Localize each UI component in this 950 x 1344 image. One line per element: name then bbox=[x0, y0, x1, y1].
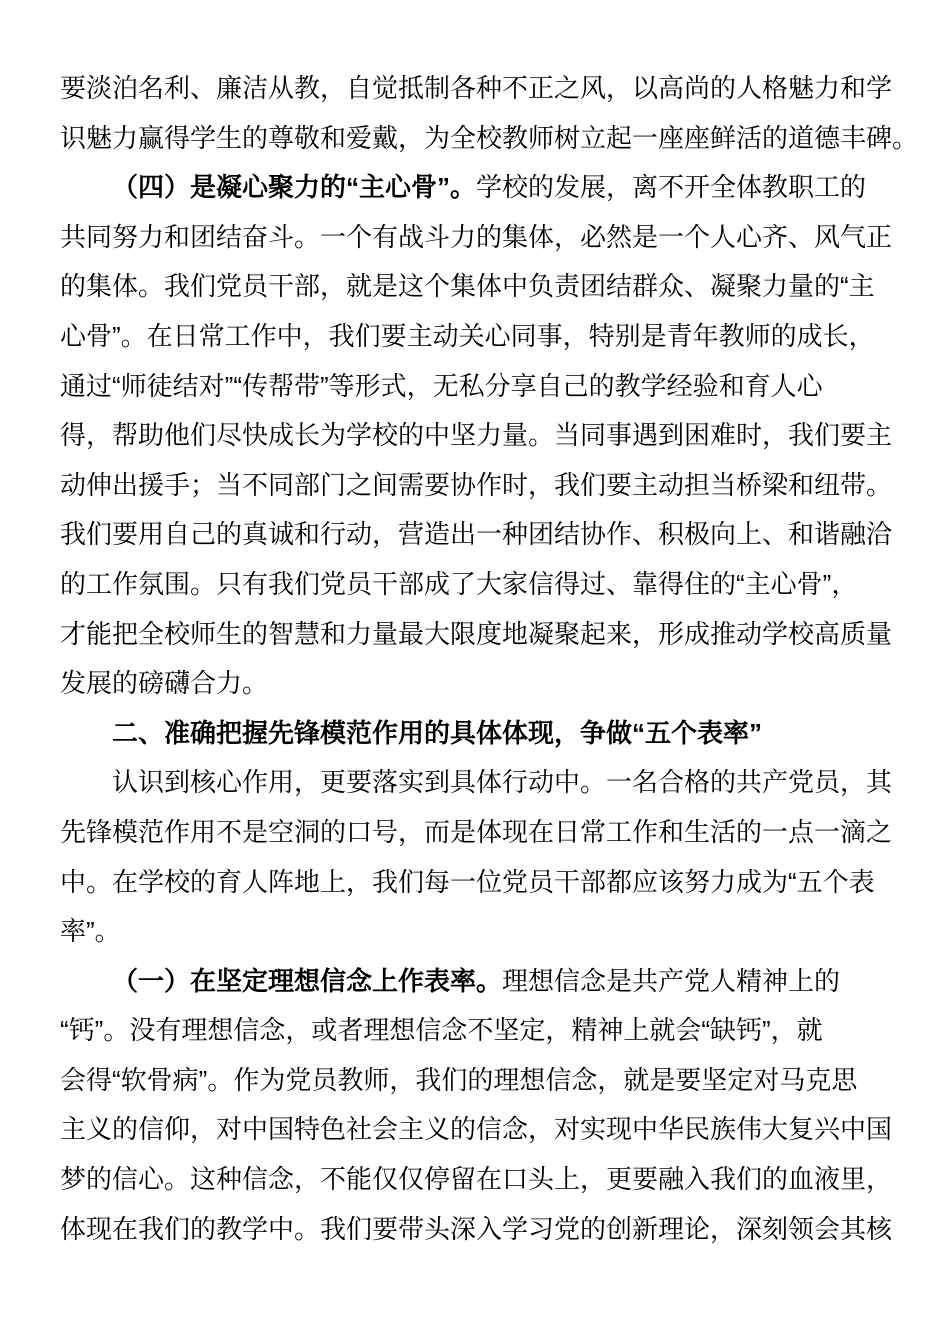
bold-text-segment: 二、准确把握先锋模范作用的具体体现，争做“五个表率” bbox=[112, 717, 763, 748]
text-segment: 通过“师徒结对”“传帮带”等形式，无私分享自己的教学经验和育人心 bbox=[60, 370, 823, 401]
text-segment: 先锋模范作用不是空洞的口号，而是体现在日常工作和生活的一点一滴之 bbox=[60, 816, 893, 847]
text-line bbox=[60, 213, 894, 263]
text-line bbox=[60, 907, 894, 957]
text-segment: 主义的信仰，对中国特色社会主义的信念，对实现中华民族伟大复兴中国 bbox=[60, 1114, 893, 1145]
text-line bbox=[60, 610, 894, 660]
text-segment: 的工作氛围。只有我们党员干部成了大家信得过、靠得住的“主心骨”， bbox=[60, 568, 858, 599]
text-line bbox=[60, 262, 894, 312]
text-segment: 会得“软骨病”。作为党员教师，我们的理想信念，就是要坚定对马克思 bbox=[60, 1064, 858, 1095]
text-segment: 认识到核心作用，更要落实到具体行动中。一名合格的共产党员，其 bbox=[112, 767, 893, 798]
text-line bbox=[60, 64, 894, 114]
bold-text-segment: （一）在坚定理想信念上作表率。 bbox=[112, 965, 503, 996]
text-line bbox=[60, 1155, 894, 1205]
text-line bbox=[60, 510, 894, 560]
text-line bbox=[60, 163, 894, 213]
text-segment: 体现在我们的教学中。我们要带头深入学习党的创新理论，深刻领会其核 bbox=[60, 1213, 893, 1244]
text-segment: “钙”。没有理想信念，或者理想信念不坚定，精神上就会“缺钙”，就 bbox=[60, 1015, 823, 1046]
text-line bbox=[60, 1105, 894, 1155]
text-line bbox=[60, 1006, 894, 1056]
text-segment: 梦的信心。这种信念，不能仅仅停留在口头上，更要融入我们的血液里， bbox=[60, 1164, 893, 1195]
text-segment: 中。在学校的育人阵地上，我们每一位党员干部都应该努力成为“五个表 bbox=[60, 866, 875, 897]
text-segment: 发展的磅礴合力。 bbox=[60, 668, 269, 699]
text-line bbox=[60, 808, 894, 858]
text-segment: 动伸出援手；当不同部门之间需要协作时，我们要主动担当桥梁和纽带。 bbox=[60, 469, 893, 500]
text-segment: 才能把全校师生的智慧和力量最大限度地凝聚起来，形成推动学校高质量 bbox=[60, 618, 893, 649]
text-line bbox=[60, 411, 894, 461]
text-line bbox=[60, 312, 894, 362]
text-line bbox=[60, 957, 894, 1007]
text-segment: 要淡泊名利、廉洁从教，自觉抵制各种不正之风，以高尚的人格魅力和学 bbox=[60, 73, 893, 103]
text-segment: 心骨”。在日常工作中，我们要主动关心同事，特别是青年教师的成长， bbox=[60, 320, 875, 351]
text-segment: 率”。 bbox=[60, 916, 121, 947]
text-line bbox=[60, 659, 894, 709]
text-line bbox=[60, 362, 894, 412]
text-segment: 识魅力赢得学生的尊敬和爱戴，为全校教师树立起一座座鲜活的道德丰碑。 bbox=[60, 122, 919, 153]
text-line bbox=[60, 758, 894, 808]
text-line bbox=[60, 858, 894, 908]
text-segment: 共同努力和团结奋斗。一个有战斗力的集体，必然是一个人心齐、风气正 bbox=[60, 221, 893, 252]
heading-line bbox=[60, 709, 894, 759]
text-line bbox=[60, 1056, 894, 1106]
text-line bbox=[60, 560, 894, 610]
text-segment: 的集体。我们党员干部，就是这个集体中负责团结群众、凝聚力量的“主 bbox=[60, 271, 875, 302]
text-segment: 理想信念是共产党人精神上的 bbox=[502, 965, 841, 996]
text-segment: 学校的发展，离不开全体教职工的 bbox=[476, 172, 867, 203]
text-line bbox=[60, 114, 919, 164]
text-segment: 我们要用自己的真诚和行动，营造出一种团结协作、积极向上、和谐融洽 bbox=[60, 519, 893, 550]
text-segment: 得，帮助他们尽快成长为学校的中坚力量。当同事遇到困难时，我们要主 bbox=[60, 420, 893, 451]
text-line bbox=[60, 461, 894, 511]
text-line bbox=[60, 1205, 894, 1255]
bold-text-segment: （四）是凝心聚力的“主心骨”。 bbox=[112, 172, 477, 203]
